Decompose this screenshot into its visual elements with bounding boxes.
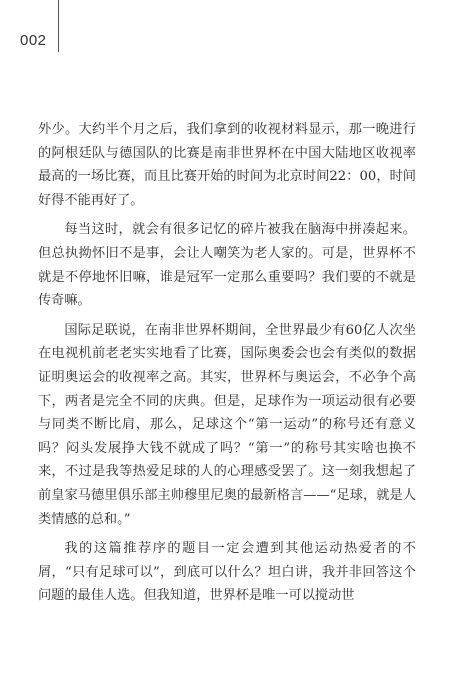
- paragraph: 我的这篇推荐序的题目一定会遭到其他运动热爱者的不屑，“只有足球可以”，到底可以什么？坦白讲，我并非回答这个问题的最佳人选。但我知道，世界杯是唯一可以搅动世: [38, 541, 416, 604]
- paragraph: 每当这时，就会有很多记忆的碎片被我在脑海中拼凑起来。但总执拗怀旧不是事，会让人嘲笑为老人家的。可是，世界杯不就是不停地怀旧嘛，谁是冠军一定那么重要吗？我们要的不就是传奇嘛。: [38, 222, 416, 309]
- paragraph: 国际足联说，在南非世界杯期间，全世界最少有60亿人次坐在电视机前老老实实地看了比赛，国际奥委会也会有类似的数据证明奥运会的收视率之高。其实，世界杯与奥运会，不必争个高下，两者是完全不同的庆典。但是，足球作为一项运动很有必要与同类不断比肩，那么，足球这个“第一运动”的称号还有意义吗？闷头发展挣大钱不就成了吗？“第一”的称号其实啥也换不来，不过是我等热爱足球的人的心理感受罢了。这一刻我想起了前皇家马德里俱乐部主帅穆里尼奥的最新格言——“足球，就是人类情感的总和。”: [38, 322, 416, 527]
- header-divider: [58, 0, 59, 52]
- body-text: [38, 118, 416, 614]
- paragraph-continued: 外少。大约半个月之后，我们拿到的收视材料显示，那一晚进行的阿根廷队与德国队的比赛是南非世界杯在中国大陆地区收视率最高的一场比赛，而且比赛开始的时间为北京时间22：00，时间好得不能再好了。: [38, 122, 416, 208]
- page-number: 002: [20, 32, 47, 49]
